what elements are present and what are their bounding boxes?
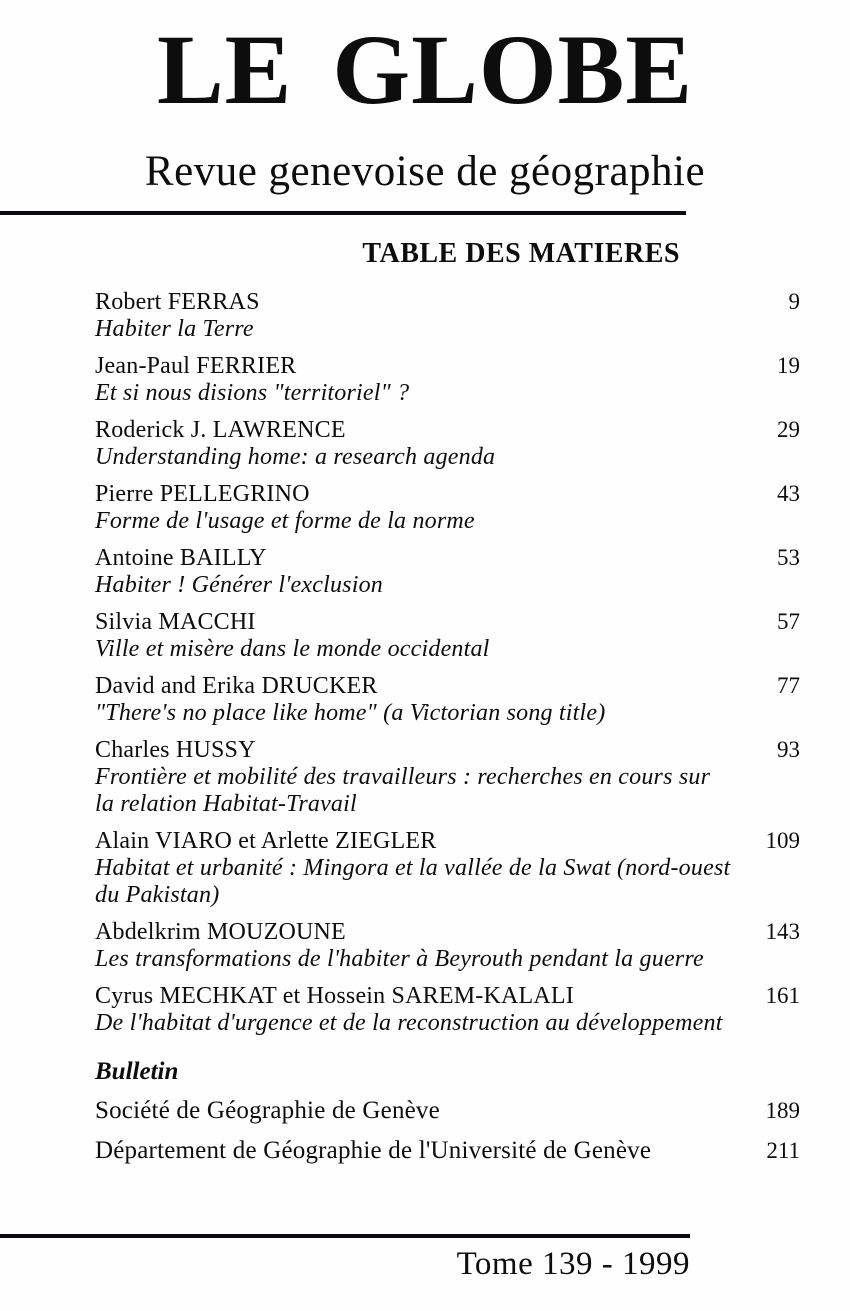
entry-row [95, 416, 800, 444]
toc-entry [95, 608, 800, 663]
entry-title: De l'habitat d'urgence et de la reconstruction au développement [95, 1009, 723, 1036]
entry-page: 9 [788, 288, 800, 314]
toc-entry [95, 982, 800, 1037]
bulletin-section [95, 1097, 800, 1164]
entry-authors: Charles HUSSY [95, 736, 256, 763]
bulletin-item-label: Département de Géographie de l'Université de Genève [95, 1136, 652, 1164]
entry-authors: Alain VIARO et Arlette ZIEGLER [95, 827, 437, 854]
masthead [0, 0, 850, 198]
entry-title: Les transformations de l'habiter à Beyrouth pendant la guerre [95, 945, 704, 972]
entry-page: 143 [765, 918, 800, 944]
toc-entry [95, 416, 800, 471]
entry-authors: Abdelkrim MOUZOUNE [95, 918, 346, 945]
top-horizontal-rule [0, 211, 686, 215]
entry-row [95, 352, 800, 380]
footer [0, 1234, 690, 1285]
entry-title: Habiter la Terre [95, 315, 254, 342]
entry-title: Et si nous disions "territoriel" ? [95, 379, 410, 406]
toc-entry [95, 352, 800, 407]
bulletin-item [95, 1137, 800, 1164]
entry-authors: David and Erika DRUCKER [95, 672, 378, 699]
entry-title: Ville et misère dans le monde occidental [95, 635, 490, 662]
journal-subtitle: Revue genevoise de géographie [144, 148, 706, 195]
entry-title: Understanding home: a research agenda [95, 443, 496, 470]
entry-row [95, 608, 800, 636]
entry-page: 29 [777, 416, 800, 442]
entry-authors: Antoine BAILLY [95, 544, 267, 571]
volume-label: Tome 139 - 1999 [456, 1246, 690, 1282]
table-of-contents [95, 288, 800, 1037]
entry-title: Frontière et mobilité des travailleurs : recherches en cours sur la relation Habitat-Travail [95, 763, 711, 817]
entry-page: 43 [777, 480, 800, 506]
entry-authors: Silvia MACCHI [95, 608, 256, 635]
entry-page: 19 [777, 352, 800, 378]
entry-page: 109 [765, 827, 800, 853]
bulletin-heading: Bulletin [95, 1057, 179, 1085]
entry-title: Habiter ! Générer l'exclusion [95, 571, 383, 598]
toc-entry [95, 736, 800, 818]
bottom-horizontal-rule [0, 1234, 690, 1238]
entry-authors: Roderick J. LAWRENCE [95, 416, 346, 443]
entry-authors: Cyrus MECHKAT et Hossein SAREM-KALALI [95, 982, 574, 1009]
entry-title: "There's no place like home" (a Victorian song title) [95, 699, 606, 726]
entry-row [95, 918, 800, 946]
toc-entry [95, 288, 800, 343]
bulletin-item [95, 1097, 800, 1124]
toc-heading: TABLE DES MATIERES [362, 237, 680, 269]
entry-row [95, 480, 800, 508]
bulletin-item-page: 189 [765, 1097, 800, 1123]
entry-row [95, 736, 800, 764]
entry-authors: Robert FERRAS [95, 288, 260, 315]
toc-entry [95, 672, 800, 727]
entry-row [95, 288, 800, 316]
entry-page: 53 [777, 544, 800, 570]
bulletin-item-page: 211 [766, 1137, 800, 1163]
entry-authors: Pierre PELLEGRINO [95, 480, 310, 507]
entry-title: Forme de l'usage et forme de la norme [95, 507, 475, 534]
toc-entry [95, 827, 800, 909]
entry-row [95, 827, 800, 855]
entry-authors: Jean-Paul FERRIER [95, 352, 297, 379]
toc-entry [95, 544, 800, 599]
toc-entry [95, 918, 800, 973]
toc-entry [95, 480, 800, 535]
entry-page: 93 [777, 736, 800, 762]
entry-page: 161 [765, 982, 800, 1008]
journal-title: LE GLOBE [156, 14, 694, 125]
entry-row [95, 672, 800, 700]
entry-title: Habitat et urbanité : Mingora et la vallée de la Swat (nord-ouest du Pakistan) [95, 854, 731, 908]
bulletin-item-label: Société de Géographie de Genève [95, 1096, 440, 1124]
entry-page: 57 [777, 608, 800, 634]
entry-row [95, 982, 800, 1010]
entry-row [95, 544, 800, 572]
entry-page: 77 [777, 672, 800, 698]
